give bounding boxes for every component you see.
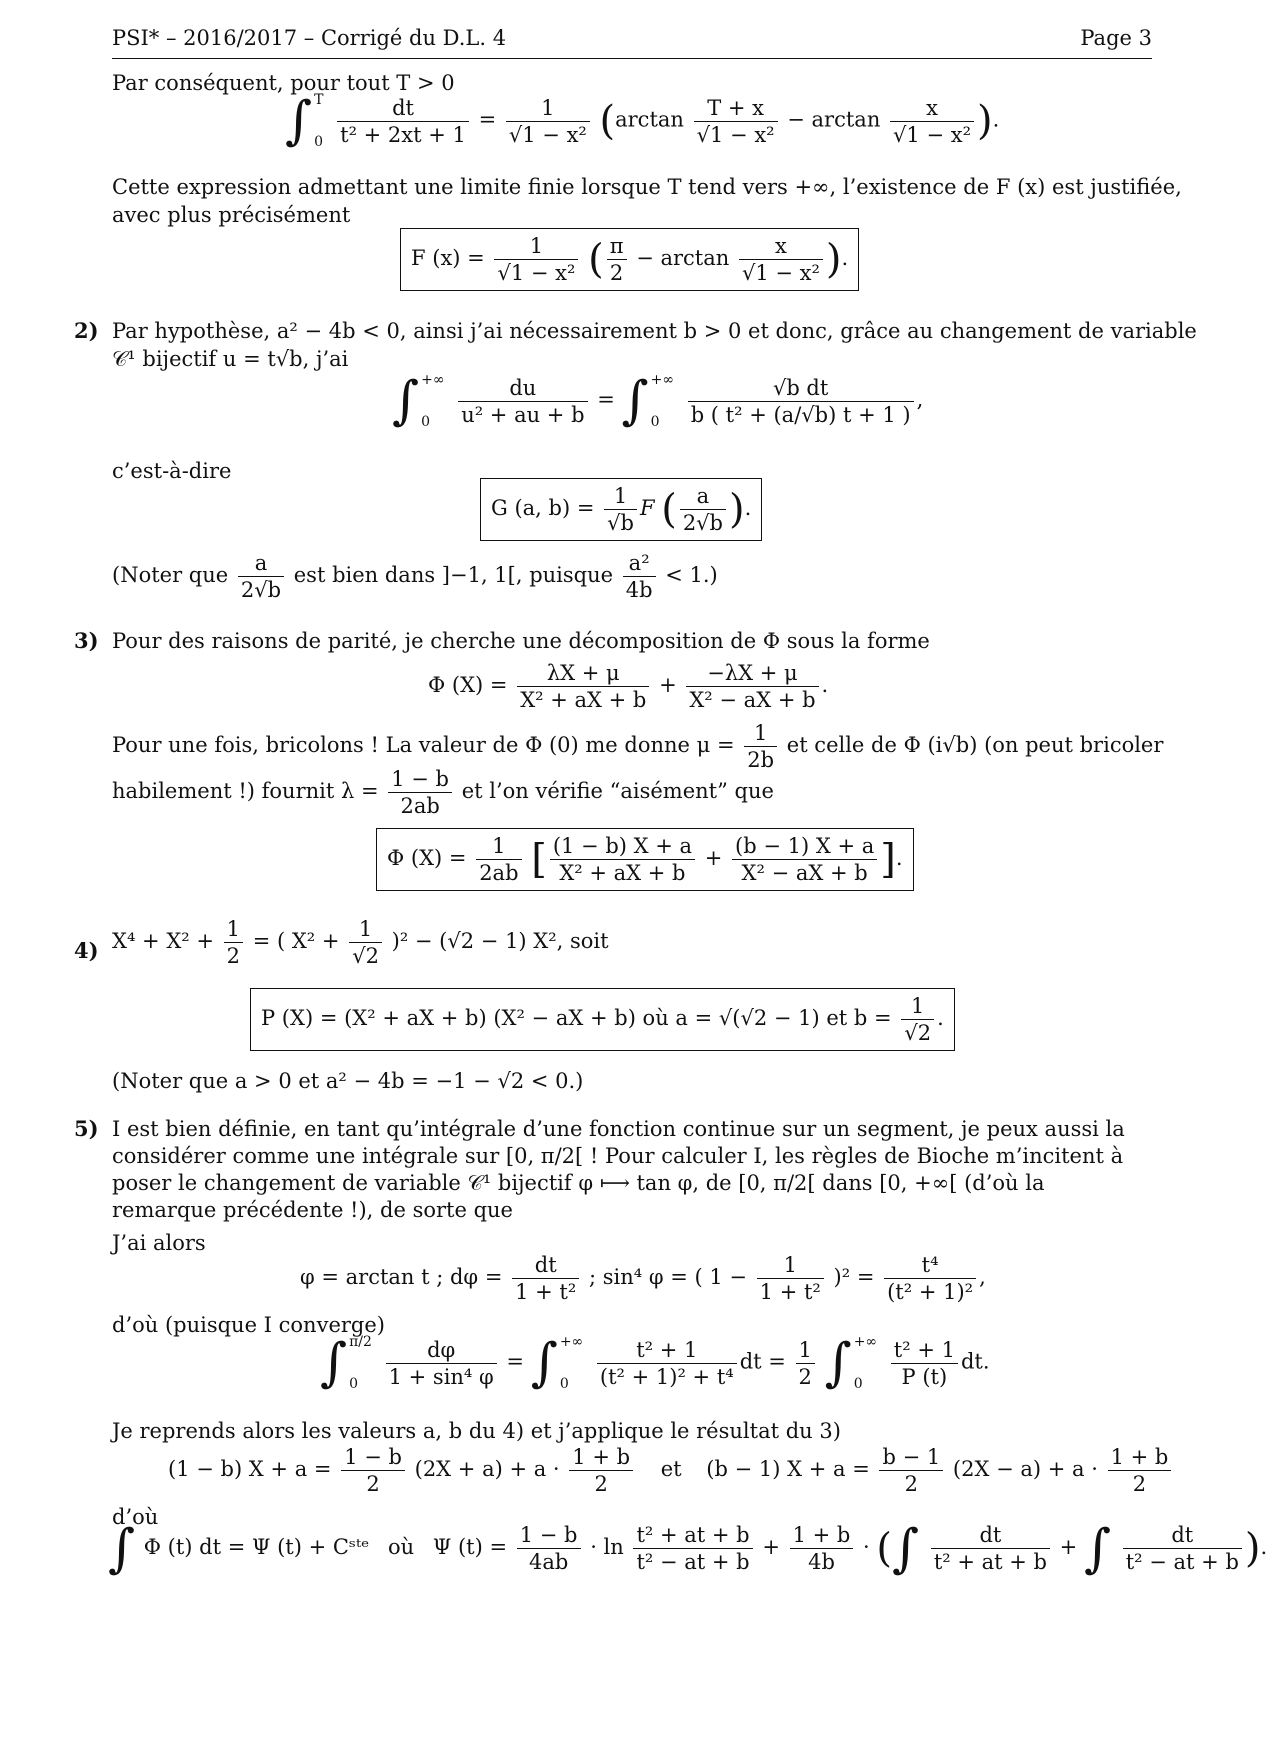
section2-equation: ∫ +∞ 0 $\frac{du}{\text{u² + au + b}}$ = ∫ +∞ 0 $\frac{\text{√b dt}}{\text{b ( t² + (a/√b) t + 1 )}}$ , [392, 371, 924, 431]
boxed-result-G: G (a, b) = $\frac{1}{√b}$ F ( $\frac{a}{2√b}$ ). [480, 478, 762, 541]
section5-equation2: ∫ π/2 0 $\frac{d\varphi}{\text{1 + sin⁴ φ}}$ = ∫ +∞ 0 $\frac{\text{t² + 1}}{\text{(t² + 1)² + t⁴}}$ dt = $\frac{1}{2}$ ∫ +∞ 0 $\frac{\text{t² + 1}}{P (t)}$ dt. [320, 1333, 990, 1393]
boxed-result-P: P (X) = (X² + aX + b) (X² − aX + b) où a = √(√2 − 1) et b = $\frac{1}{√2}$ . [250, 988, 955, 1051]
section1-equation1: ∫ T 0 $\frac{dt}{\text{t² + 2xt + 1}}$ = $\frac{1}{\text{√1 − x²}}$ (arctan $\frac{T + x}{\text{√1 − x²}}$ − arctan $\frac{x}{\text{√1 − x²}}$ ). [285, 91, 1000, 151]
section2-line2: 𝒞¹ bijectif u = t√b, j’ai [112, 347, 349, 371]
section4-number: 4) [74, 938, 99, 963]
section3-line2: Pour une fois, bricolons ! La valeur de Φ (0) me donne μ = $\frac{1}{2b}$ et celle de Φ (i√b) (on peut bricoler [112, 721, 1164, 772]
integral-sign: ∫ [285, 91, 313, 151]
section5-paragraph2: J’ai alors [112, 1231, 206, 1255]
section5-paragraph5: d’où [112, 1505, 159, 1529]
section2-cad: c’est-à-dire [112, 459, 232, 483]
section5-equation3: (1 − b) X + a = $\frac{1 - b}{2}$ (2X + a) + a · $\frac{1 + b}{2}$ et (b − 1) X + a = $\frac{b - 1}{2}$ (2X − a) + a · $\frac{1 + b}{2}$ [168, 1444, 1174, 1497]
boxed-result-Phi: Φ (X) = $\frac{1}{2ab}$ [ $\frac{(1 - b) X + a}{\text{X² + aX + b}}$ + $\frac{(b - 1) X + a}{\text{X² − aX + b}}$ ]. [376, 828, 914, 891]
section1-text2: avec plus précisément [112, 203, 351, 227]
section4-equation: X⁴ + X² + $\frac{1}{2}$ = ( X² + $\frac{1}{√2}$ )² − (√2 − 1) X², soit [112, 917, 609, 968]
boxed-result-F: F (x) = $\frac{1}{\text{√1 − x²}}$ ( $\frac{\pi}{2}$ − arctan $\frac{x}{\text{√1 − x²}}$ ). [400, 228, 859, 291]
section5-number: 5) [74, 1116, 99, 1141]
section3-line1: Pour des raisons de parité, je cherche une décomposition de Φ sous la forme [112, 629, 930, 653]
section5-paragraph4: Je reprends alors les valeurs a, b du 4) et j’applique le résultat du 3) [112, 1419, 841, 1443]
section5-equation4: ∫ Φ (t) dt = Ψ (t) + Cˢᵗᵉ où Ψ (t) = $\frac{1 - b}{4ab}$ · ln $\frac{\text{t² + at + b}}{\text{t² − at + b}}$ + $\frac{1 + b}{4b}$ · (∫ $\frac{dt}{\text{t² + at + b}}$ + ∫ $\frac{dt}{\text{t² − at + b}}$ ). [108, 1518, 1267, 1579]
section4-note: (Noter que a > 0 et a² − 4b = −1 − √2 < 0.) [112, 1069, 584, 1093]
section3-line3: habilement !) fournit λ = $\frac{1 - b}{2ab}$ et l’on vérifie “aisément” que [112, 767, 774, 818]
page-header [112, 26, 1152, 59]
section3-equation: Φ (X) = $\frac{\lambda X + \mu}{\text{X² + aX + b}}$ + $\frac{-\lambda X + \mu}{\text{X² − aX + b}}$ . [428, 661, 829, 712]
section5-equation1: φ = arctan t ; dφ = $\frac{dt}{\text{1 + t²}}$ ; sin⁴ φ = ( 1 − $\frac{1}{\text{1 + t²}}$ )² = $\frac{\text{t⁴}}{\text{(t² + 1)²}}$ , [300, 1253, 986, 1304]
page-number: Page 3 [1080, 26, 1152, 50]
section3-number: 3) [74, 628, 99, 653]
section1-text1: Cette expression admettant une limite finie lorsque T tend vers +∞, l’existence de F (x) est justifiée, [112, 175, 1182, 199]
section2-note: (Noter que $\frac{a}{2√b}$ est bien dans ]−1, 1[, puisque $\frac{\text{a²}}{4b}$ < 1.) [112, 551, 718, 602]
header-title: PSI* – 2016/2017 – Corrigé du D.L. 4 [112, 26, 507, 50]
section5-paragraph3: d’où (puisque I converge) [112, 1313, 385, 1337]
section5-paragraph1: I est bien définie, en tant qu’intégrale d’une fonction continue sur un segment, je peux aussi la considérer comme une intégrale sur [0, π/2[ ! Pour calculer I, les règles de Bioche m’incitent à poser le changement de variable 𝒞¹ bijectif φ ⟼ tan φ, de [0, π/2[ dans [0, +∞[ (d’où la remarque précédente !), de sorte que [112, 1117, 1125, 1222]
section2-line1: Par hypothèse, a² − 4b < 0, ainsi j’ai nécessairement b > 0 et donc, grâce au changement de variable [112, 319, 1197, 343]
section1-intro: Par conséquent, pour tout T > 0 [112, 71, 455, 95]
section2-number: 2) [74, 318, 99, 343]
